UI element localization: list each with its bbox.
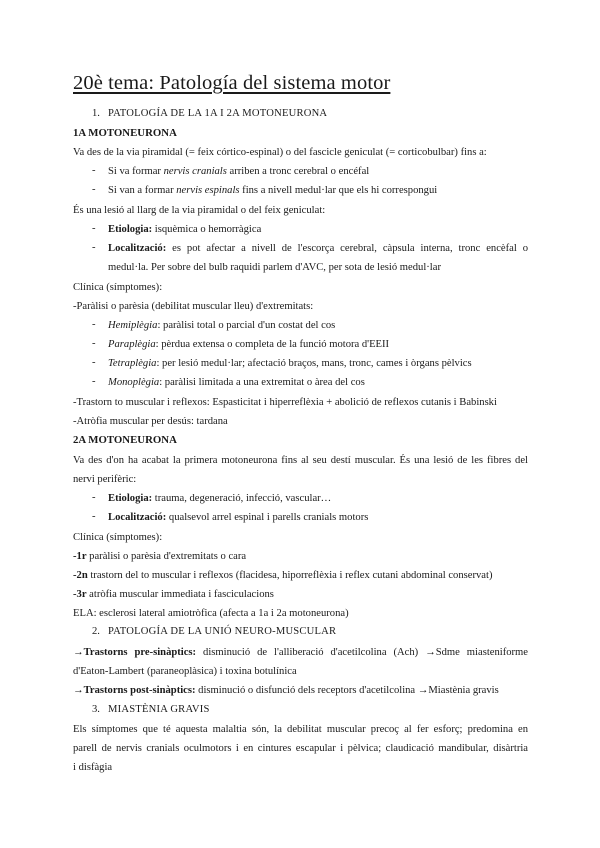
arrow-icon: → [73,647,84,658]
bullet-dash: - [92,319,96,330]
bullet-dash: - [92,357,96,368]
bullet-dash: - [92,223,96,234]
miastenia-para-line-3: i disfàgia [73,762,113,773]
bullet-nervis-espinals: Si van a formar nervis espinals fins a nivell medul·lar que els hi correspongui [108,185,438,196]
section-2-heading: PATOLOGÍA DE LA UNIÓ NEURO-MUSCULAR [108,626,337,637]
pre-sinaptics-line: →Trastorns pre-sinàptics: disminució de l'alliberació d'acetilcolina (Ach) →Sdme miasteniforme [73,647,528,658]
bullet-2a-localitzacio: Localització: qualsevol arrel espinal i parells cranials motors [108,512,369,523]
bullet-dash: - [92,376,96,387]
clinica-2a-item-2: -2n trastorn del to muscular i reflexos (flacidesa, hiporreflèxia i reflex cutani abdominal conservat) [73,570,493,581]
paragraph-1a-intro: Va des de la via piramidal (= feix córtico-espinal) o del fascicle geniculat (= corticobulbar) fins a: [73,147,487,158]
bullet-dash: - [92,511,96,522]
miastenia-para-line-1: Els símptomes que té aquesta malaltia són, la debilitat muscular precoç al fer esforç; predomina en [73,724,528,735]
clinica-2a-label: Clínica (símptomes): [73,532,163,543]
arrow-icon: → [417,685,429,696]
arrow-icon: → [425,647,436,658]
bullet-dash: - [92,492,96,503]
bullet-dash: - [92,242,96,253]
section-3-heading: MIASTÈNIA GRAVIS [108,704,210,715]
bullet-2a-etiologia: Etiologia: trauma, degeneració, infecció, vascular… [108,493,332,504]
paralisi-line: -Paràlisi o parèsia (debilitat muscular lleu) d'extremitats: [73,301,314,312]
bullet-hemiplegia: Hemiplègia: paràlisi total o parcial d'un costat del cos [108,320,336,331]
clinica-label: Clínica (símptomes): [73,282,163,293]
bullet-monoplegia: Monoplègia: paràlisi limitada a una extremitat o àrea del cos [108,377,365,388]
bullet-localitzacio: Localització: es pot afectar a nivell de l'escorça cerebral, càpsula interna, tronc encèfal o [108,243,528,254]
bullet-dash: - [92,184,96,195]
section-1-number: 1. [92,108,100,119]
clinica-2a-item-1: -1r paràlisi o parèsia d'extremitats o cara [73,551,247,562]
trastorn-line: -Trastorn to muscular i reflexos: Espasticitat i hiperreflèxia + abolició de reflexos cutanis i Babinski [73,397,497,408]
bullet-localitzacio-cont: medul·la. Per sobre del bulb raquidi parlem d'AVC, per sota de lesió medul·lar [108,262,441,273]
subheading-2a-motoneurona: 2A MOTONEURONA [73,434,177,446]
clinica-2a-item-3: -3r atròfia muscular immediata i fasciculacions [73,589,274,600]
bullet-etiologia: Etiologia: isquèmica o hemorràgica [108,224,262,235]
section-3-number: 3. [92,704,100,715]
bullet-nervis-cranials: Si va formar nervis cranials arriben a tronc cerebral o encéfal [108,166,370,177]
miastenia-para-line-2: parell de nervis cranials oculmotors i en cintures escapular i pèlvica; claudicació mandibular, disàrtria [73,743,528,754]
pre-sinaptics-cont: d'Eaton-Lambert (paraneoplàsica) i toxina botulínica [73,666,297,677]
post-sinaptics-line: →Trastorns post-sinàptics: disminució o disfunció dels receptors d'acetilcolina →Miastènia gravis [73,685,499,696]
paragraph-2a-intro: Va des d'on ha acabat la primera motoneurona fins al seu destí muscular. És una lesió de les fibres del [73,455,528,466]
paragraph-2a-intro-cont: nervi perifèric: [73,474,137,485]
ela-line: ELA: esclerosi lateral amiotròfica (afecta a 1a i 2a motoneurona) [73,608,349,619]
page-title: 20è tema: Patología del sistema motor [73,72,391,94]
bullet-tetraplegia: Tetraplègia: per lesió medul·lar; afectació braços, mans, tronc, cames i òrgans pèlvics [108,358,472,369]
paragraph-lesion: És una lesió al llarg de la via piramidal o del feix geniculat: [73,205,326,216]
bullet-paraplegia: Paraplègia: pèrdua extensa o completa de la funció motora d'EEII [108,339,390,350]
section-1-heading: PATOLOGÍA DE LA 1A I 2A MOTONEURONA [108,108,328,119]
bullet-dash: - [92,165,96,176]
subheading-1a-motoneurona: 1A MOTONEURONA [73,127,177,139]
bullet-dash: - [92,338,96,349]
section-2-number: 2. [92,626,100,637]
arrow-icon: → [73,685,84,696]
atrofia-line: -Atròfia muscular per desús: tardana [73,416,228,427]
